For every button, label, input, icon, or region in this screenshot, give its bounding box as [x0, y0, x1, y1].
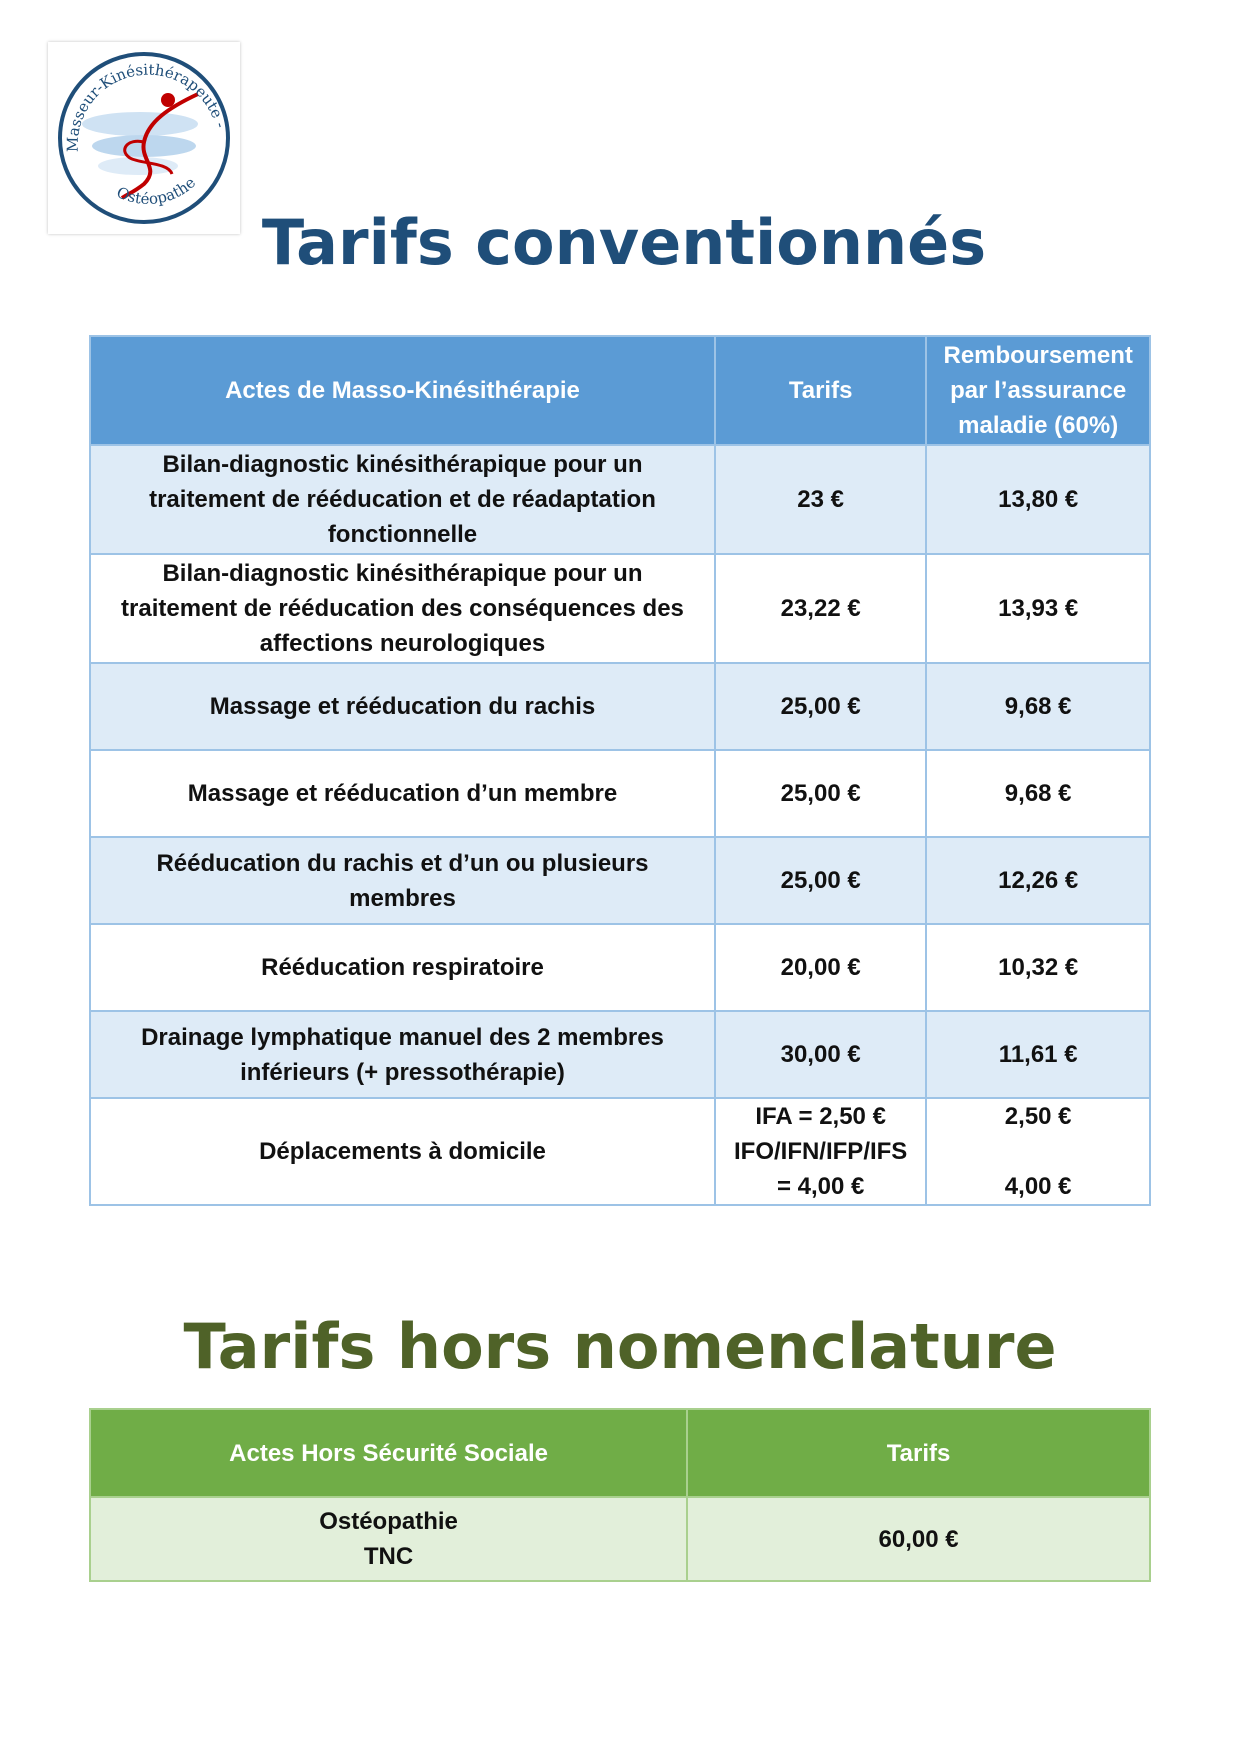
price-cell: 25,00 € — [715, 750, 926, 837]
refund-cell: 12,26 € — [926, 837, 1150, 924]
table-header-row — [90, 336, 1150, 445]
refund-cell: 2,50 € 4,00 € — [926, 1098, 1150, 1205]
act-cell: Ostéopathie TNC — [90, 1497, 687, 1581]
price-cell: 23,22 € — [715, 554, 926, 663]
refund-cell: 13,80 € — [926, 445, 1150, 554]
act-cell: Déplacements à domicile — [90, 1098, 715, 1205]
table-row — [90, 445, 1150, 554]
table-row — [90, 1011, 1150, 1098]
table-header-row — [90, 1409, 1150, 1497]
header-price: Tarifs — [715, 336, 926, 445]
act-cell: Massage et rééducation du rachis — [90, 663, 715, 750]
header-act: Actes de Masso-Kinésithérapie — [90, 336, 715, 445]
table-row — [90, 554, 1150, 663]
table-row-travel — [90, 1098, 1150, 1205]
conventional-fees-table — [89, 335, 1151, 1206]
refund-cell: 9,68 € — [926, 750, 1150, 837]
price-cell: IFA = 2,50 € IFO/IFN/IFP/IFS = 4,00 € — [715, 1098, 926, 1205]
table-row — [90, 750, 1150, 837]
act-cell: Rééducation respiratoire — [90, 924, 715, 1011]
section1-title: Tarifs conventionnés — [261, 206, 987, 279]
price-cell: 60,00 € — [687, 1497, 1150, 1581]
table-row — [90, 924, 1150, 1011]
act-cell: Drainage lymphatique manuel des 2 membres inférieurs (+ pressothérapie) — [90, 1011, 715, 1098]
table-row — [90, 837, 1150, 924]
act-cell: Bilan-diagnostic kinésithérapique pour un traitement de rééducation et de réadaptation fonctionnelle — [90, 445, 715, 554]
refund-cell: 9,68 € — [926, 663, 1150, 750]
logo-text-top: Masseur-Kinésithérapeute - — [63, 60, 231, 153]
table-row — [90, 663, 1150, 750]
refund-cell: 11,61 € — [926, 1011, 1150, 1098]
logo-text-bottom: Ostéopathe — [113, 173, 200, 209]
price-cell: 20,00 € — [715, 924, 926, 1011]
refund-cell: 13,93 € — [926, 554, 1150, 663]
header-act: Actes Hors Sécurité Sociale — [90, 1409, 687, 1497]
price-cell: 23 € — [715, 445, 926, 554]
header-refund: Remboursement par l’assurance maladie (60%) — [926, 336, 1150, 445]
price-cell: 25,00 € — [715, 837, 926, 924]
act-cell: Rééducation du rachis et d’un ou plusieurs membres — [90, 837, 715, 924]
price-cell: 30,00 € — [715, 1011, 926, 1098]
price-cell: 25,00 € — [715, 663, 926, 750]
table-row — [90, 1497, 1150, 1581]
act-cell: Massage et rééducation d’un membre — [90, 750, 715, 837]
refund-cell: 10,32 € — [926, 924, 1150, 1011]
section2-title: Tarifs hors nomenclature — [183, 1310, 1057, 1383]
non-nomenclature-fees-table — [89, 1408, 1151, 1582]
act-cell: Bilan-diagnostic kinésithérapique pour un traitement de rééducation des conséquences des affections neurologiques — [90, 554, 715, 663]
header-price: Tarifs — [687, 1409, 1150, 1497]
